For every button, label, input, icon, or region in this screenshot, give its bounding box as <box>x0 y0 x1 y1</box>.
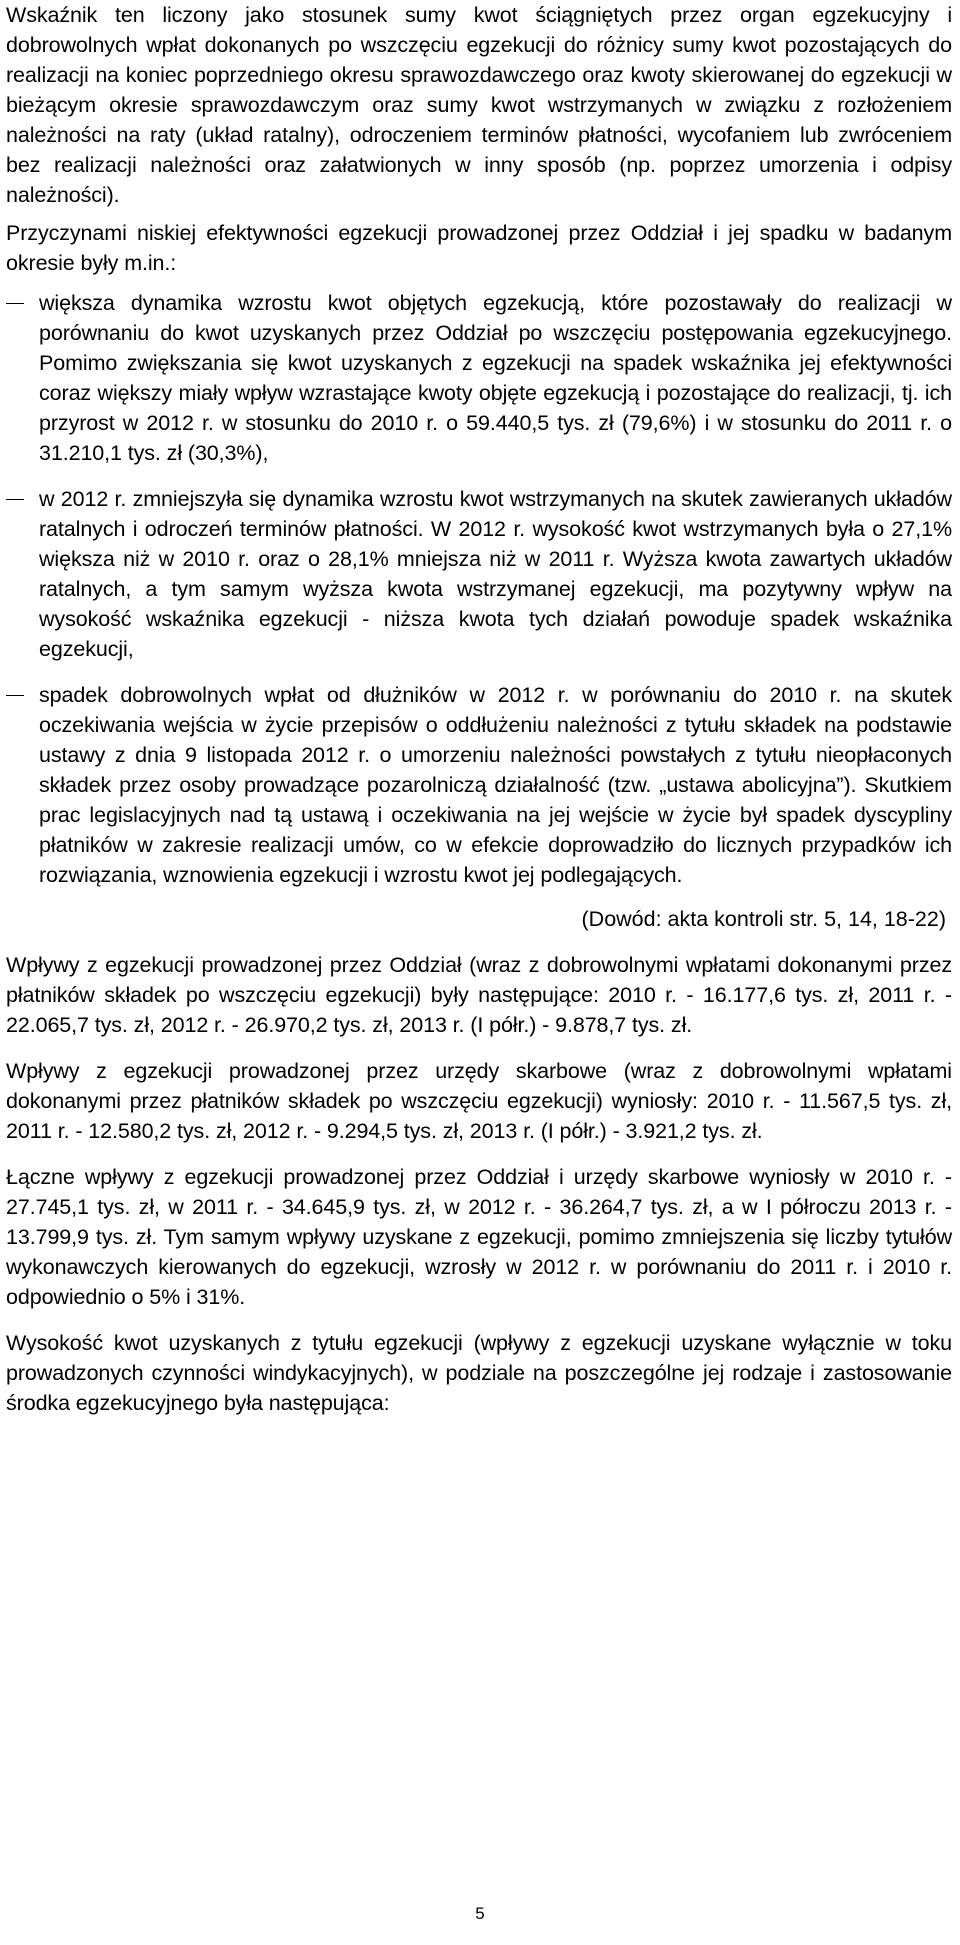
paragraph-intro: Wskaźnik ten liczony jako stosunek sumy kwot ściągniętych przez organ egzekucyjny i dobrowolnych wpłat dokonanych po wszczęciu egzekucji do różnicy sumy kwot pozostających do realizacji na koniec poprzedniego okresu sprawozdawczego oraz kwoty skierowanej do egzekucji w bieżącym okresie sprawozdawczym oraz sumy kwot wstrzymanych w związku z rozłożeniem należności na raty (układ ratalny), odroczeniem terminów płatności, wycofaniem lub zwróceniem bez realizacji należności oraz załatwionych w inny sposób (np. poprzez umorzenia i odpisy należności). <box>6 3 952 207</box>
dash-bullet-icon <box>6 499 24 500</box>
list-item-text: spadek dobrowolnych wpłat od dłużników w 2012 r. w porównaniu do 2010 r. na skutek oczekiwania wejścia w życie przepisów o oddłużeniu należności z tytułu składek na podstawie ustawy z dnia 9 listopada 2012 r. o umorzeniu należności powstałych z tytułu nieopłaconych składek przez osoby prowadzące pozarolniczą działalność (tzw. „ustawa abolicyjna”). Skutkiem prac legislacyjnych nad tą ustawą i oczekiwania na jej wejście w życie był spadek dyscypliny płatników w zakresie realizacji umów, co w efekcie doprowadziło do licznych przypadków ich rozwiązania, wznowienia egzekucji i wzrostu kwot jej podlegających. <box>39 683 952 887</box>
list-item-text: większa dynamika wzrostu kwot objętych egzekucją, które pozostawały do realizacji w porównaniu do kwot uzyskanych przez Oddział po wszczęciu postępowania egzekucyjnego. Pomimo zwiększania się kwot uzyskanych z egzekucji na spadek wskaźnika jej efektywności coraz większy miały wpływ wzrastające kwoty objęte egzekucją i pozostające do realizacji, tj. ich przyrost w 2012 r. w stosunku do 2010 r. o 59.440,5 tys. zł (79,6%) i w stosunku do 2011 r. o 31.210,1 tys. zł (30,3%), <box>39 291 952 465</box>
list-item-text: w 2012 r. zmniejszyła się dynamika wzrostu kwot wstrzymanych na skutek zawieranych układów ratalnych i odroczeń terminów płatności. W 2012 r. wysokość kwot wstrzymanych była o 27,1% większa niż w 2010 r. oraz o 28,1% mniejsza niż w 2011 r. Wyższa kwota zawartych układów ratalnych, a tym samym wyższa kwota wstrzymanej egzekucji, ma pozytywny wpływ na wysokość wskaźnika egzekucji - niższa kwota tych działań powoduje spadek wskaźnika egzekucji, <box>39 487 952 661</box>
paragraph-closing: Wysokość kwot uzyskanych z tytułu egzekucji (wpływy z egzekucji uzyskane wyłącznie w toku prowadzonych czynności windykacyjnych), w podziale na poszczególne jej rodzaje i zastosowanie środka egzekucyjnego była następująca: <box>6 1331 952 1415</box>
list-item <box>6 680 952 890</box>
paragraph-impact-branch: Wpływy z egzekucji prowadzonej przez Oddział (wraz z dobrowolnymi wpłatami dokonanymi przez płatników składek po wszczęciu egzekucji) były następujące: 2010 r. - 16.177,6 tys. zł, 2011 r. - 22.065,7 tys. zł, 2012 r. - 26.970,2 tys. zł, 2013 r. (I półr.) - 9.878,7 tys. zł. <box>6 953 952 1037</box>
evidence-reference: (Dowód: akta kontroli str. 5, 14, 18-22) <box>581 907 946 931</box>
dash-bullet-icon <box>6 303 24 304</box>
list-item <box>6 484 952 664</box>
paragraph-impact-total: Łączne wpływy z egzekucji prowadzonej przez Oddział i urzędy skarbowe wyniosły w 2010 r. - 27.745,1 tys. zł, w 2011 r. - 34.645,9 tys. zł, w 2012 r. - 36.264,7 tys. zł, a w I półroczu 2013 r. - 13.799,9 tys. zł. Tym samym wpływy uzyskane z egzekucji, pomimo zmniejszenia się liczby tytułów wykonawczych kierowanych do egzekucji, wzrosły w 2012 r. w porównaniu do 2011 r. i 2010 r. odpowiednio o 5% i 31%. <box>6 1165 952 1309</box>
dash-bullet-icon <box>6 695 24 696</box>
page-number: 5 <box>475 1904 485 1923</box>
paragraph-impact-tax: Wpływy z egzekucji prowadzonej przez urzędy skarbowe (wraz z dobrowolnymi wpłatami dokonanymi przez płatników składek po wszczęciu egzekucji) wyniosły: 2010 r. - 11.567,5 tys. zł, 2011 r. - 12.580,2 tys. zł, 2012 r. - 9.294,5 tys. zł, 2013 r. (I półr.) - 3.921,2 tys. zł. <box>6 1059 952 1143</box>
causes-list <box>6 288 952 890</box>
list-item <box>6 288 952 468</box>
paragraph-causes-intro: Przyczynami niskiej efektywności egzekucji prowadzonej przez Oddział i jej spadku w badanym okresie były m.in.: <box>6 221 952 275</box>
